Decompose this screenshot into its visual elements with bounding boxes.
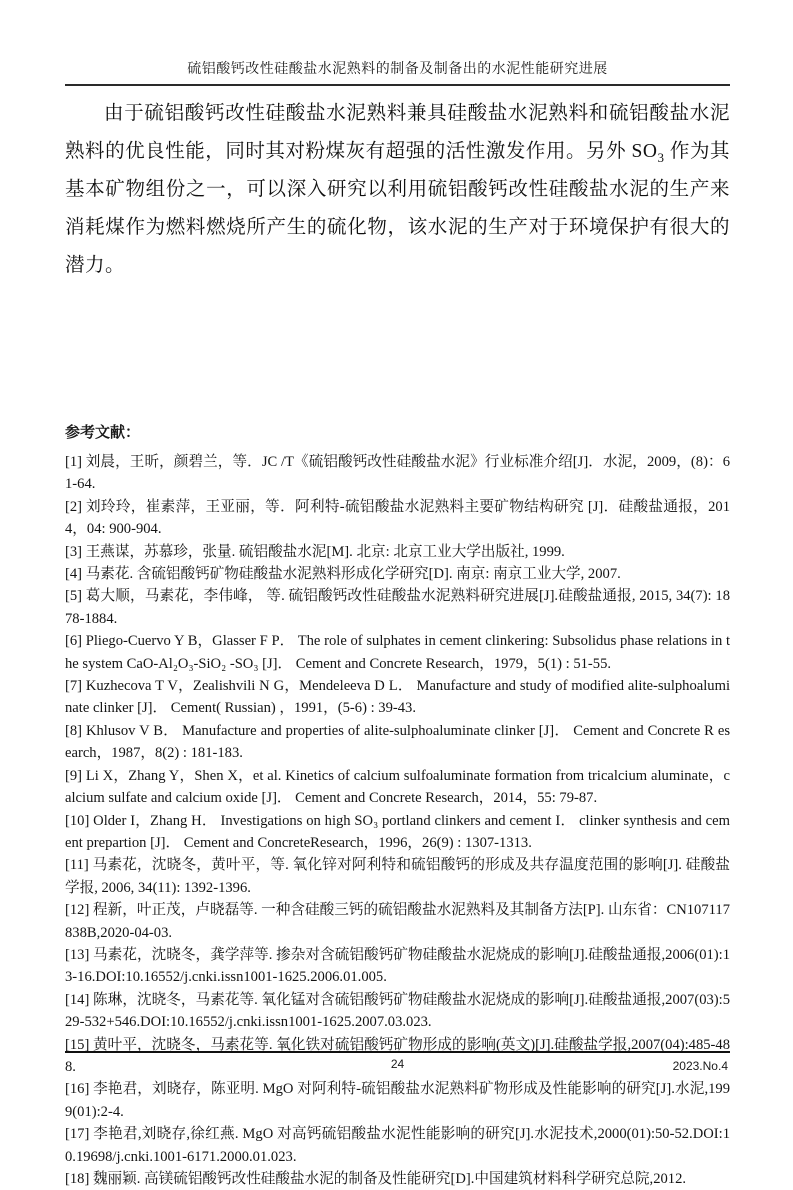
references-section [65, 421, 730, 1190]
reference-item-9: [9] Li X，Zhang Y，Shen X，et al. Kinetics of calcium sulfoaluminate formation from tricalcium aluminate，calcium sulfate and calcium oxide [J]． Cement and Concrete Research，2014，55: 79-87. [65, 767, 730, 807]
reference-item-6: [6] Pliego-Cuervo Y B，Glasser F P． The role of sulphates in cement clinkering: Subsolidus phase relations in the system CaO-Al₂O₃-SiO₂ -SO₃ [J]． Cement and Concrete Research，1979，5(1) : 51-55. [65, 633, 730, 672]
so3-subscript: 3 [657, 149, 665, 165]
reference-item-12: [12] 程新，叶正茂，卢晓磊等. 一种含硅酸三钙的硫铝酸盐水泥熟料及其制备方法[P]. 山东省：CN107117838B,2020-04-03. [65, 902, 730, 941]
references-heading: 参考文献： [65, 425, 141, 441]
lead-paragraph-text-before: 由于硫铝酸钙改性硅酸盐水泥熟料兼具硅酸盐水泥熟料和硫铝酸盐水泥熟料的优良性能，同时其对粉煤灰有超强的活性激发作用。另外 SO [65, 103, 730, 162]
footer-issue-label: 2023.No.4 [672, 1059, 728, 1073]
reference-item-16: [16] 李艳君，刘晓存，陈亚明. MgO 对阿利特-硫铝酸盐水泥熟料矿物形成及性能影响的研究[J].水泥,1999(01):2-4. [65, 1081, 730, 1120]
reference-item-10: [10] Older I，Zhang H． Investigations on high SO₃ portland clinkers and cement I． clinker synthesis and cement prepartion [J]． Cement and ConcreteResearch，1996，26(9) : 1307-1313. [65, 812, 730, 851]
reference-item-8: [8] Khlusov V B． Manufacture and properties of alite-sulphoaluminate clinker [J]． Cement and Concrete R esearch，1987，8(2) : 181-183. [65, 722, 730, 762]
running-head-title: 硫铝酸钙改性硅酸盐水泥熟料的制备及制备出的水泥性能研究进展 [65, 58, 730, 86]
reference-item-13: [13] 马素花，沈晓冬，龚学萍等. 掺杂对含硫铝酸钙矿物硅酸盐水泥烧成的影响[J].硅酸盐通报,2006(01):13-16.DOI:10.16552/j.cnki.issn1001-1625.2006.01.005. [65, 946, 730, 986]
reference-item-11: [11] 马素花，沈晓冬，黄叶平，等. 氧化锌对阿利特和硫铝酸钙的形成及共存温度范围的影响[J]. 硅酸盐学报, 2006, 34(11): 1392-1396. [65, 857, 730, 896]
reference-item-18: [18] 魏丽颖. 高镁硫铝酸钙改性硅酸盐水泥的制备及性能研究[D].中国建筑材料科学研究总院,2012. [65, 1171, 687, 1187]
reference-item-7: [7] Kuzhecova T V，Zealishvili N G，Mendeleeva D L． Manufacture and study of modified alite-sulphoaluminate clinker [J]． Cement( Russian) ，1991，(5-6) : 39-43. [65, 678, 730, 717]
reference-item-15: [15] 黄叶平，沈晓冬，马素花等. 氧化铁对硫铝酸钙矿物形成的影响(英文)[J].硅酸盐学报,2007(04):485-488. [65, 1036, 730, 1075]
lead-paragraph-text-after: 作为其基本矿物组份之一，可以深入研究以利用硫铝酸钙改性硅酸盐水泥的生产来消耗煤作为燃料燃烧所产生的硫化物，该水泥的生产对于环境保护有很大的潜力。 [65, 141, 730, 276]
reference-item-3: [3] 王燕谋，苏慕珍，张量. 硫铝酸盐水泥[M]. 北京: 北京工业大学出版社, 1999. [65, 543, 565, 560]
reference-item-2: [2] 刘玲玲，崔素萍，王亚丽，等．阿利特-硫铝酸盐水泥熟料主要矿物结构研究 [J]．硅酸盐通报，2014，04: 900-904. [65, 498, 730, 538]
reference-item-1: [1] 刘晨，王昕，颜碧兰，等．JC /T《硫铝酸钙改性硅酸盐水泥》行业标准介绍[J]．水泥，2009，(8)：61-64. [65, 454, 730, 493]
footer-page-number: 24 [390, 1057, 405, 1071]
reference-item-4: [4] 马素花. 含硫铝酸钙矿物硅酸盐水泥熟料形成化学研究[D]. 南京: 南京工业大学, 2007. [65, 566, 621, 583]
reference-item-14: [14] 陈琳，沈晓冬，马素花等. 氧化锰对含硫铝酸钙矿物硅酸盐水泥烧成的影响[J].硅酸盐通报,2007(03):529-532+546.DOI:10.16552/j.cnki.issn1001-1625.2007.03.023. [65, 991, 730, 1031]
reference-item-5: [5] 葛大顺，马素花，李伟峰， 等. 硫铝酸钙改性硅酸盐水泥熟料研究进展[J].硅酸盐通报, 2015, 34(7): 1878-1884. [65, 588, 730, 627]
reference-item-17: [17] 李艳君,刘晓存,徐红燕. MgO 对高钙硫铝酸盐水泥性能影响的研究[J].水泥技术,2000(01):50-52.DOI:10.19698/j.cnki.1001-6171.2000.01.023. [65, 1126, 730, 1165]
page-footer [65, 1051, 730, 1071]
lead-paragraph [65, 95, 730, 285]
